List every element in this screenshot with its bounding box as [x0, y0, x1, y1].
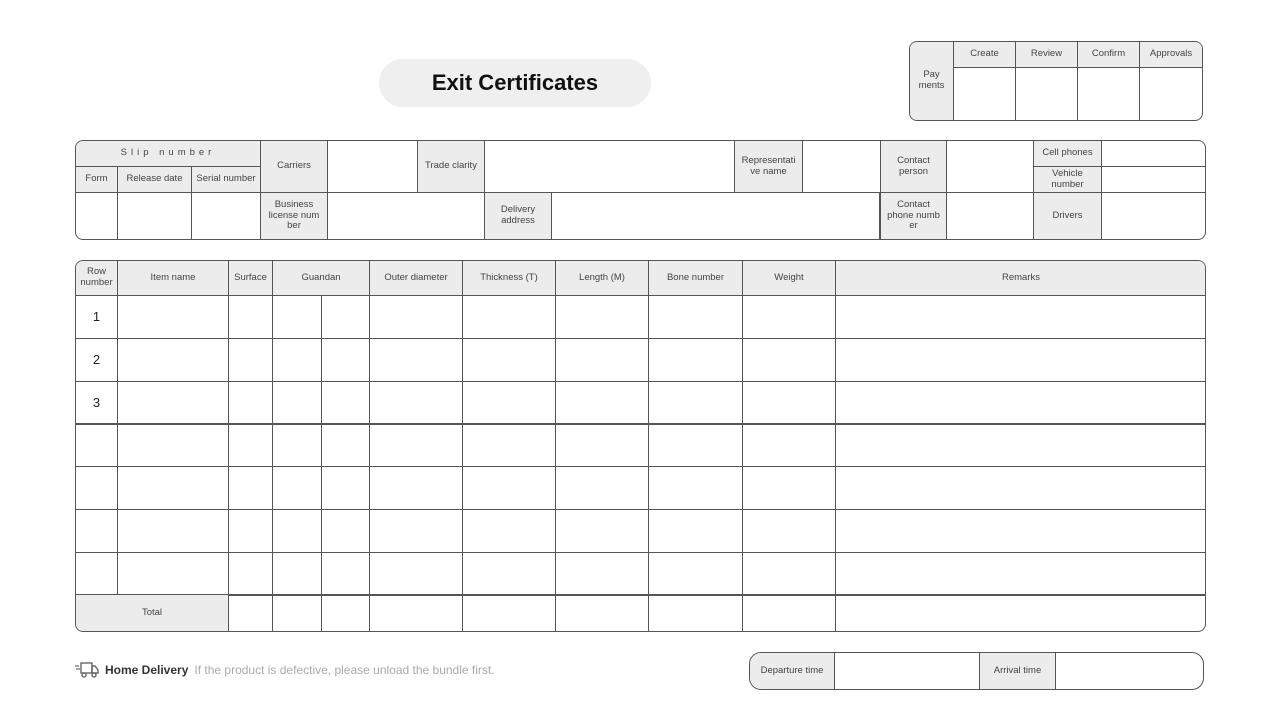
length-cell[interactable] [555, 466, 649, 510]
item-name-cell[interactable] [117, 338, 229, 382]
thickness-cell[interactable] [462, 466, 556, 510]
thickness-cell[interactable] [462, 338, 556, 382]
row-number-cell [75, 466, 118, 510]
remarks-cell[interactable] [835, 423, 1206, 467]
outer-diameter-cell[interactable] [369, 509, 463, 553]
row-number-cell [75, 509, 118, 553]
total-thickness-cell[interactable] [462, 594, 556, 632]
approval-review-header: Review [1015, 41, 1078, 68]
total-label: Total [75, 594, 229, 632]
thickness-cell[interactable] [462, 381, 556, 425]
total-guandan-cell-b[interactable] [321, 594, 370, 632]
vehicle-number-label: Vehicle number [1033, 166, 1102, 193]
remarks-cell[interactable] [835, 466, 1206, 510]
total-bone-number-cell[interactable] [648, 594, 743, 632]
outer-diameter-header: Outer diameter [369, 260, 463, 296]
payments-label: Pay ments [909, 41, 954, 121]
approval-confirm-header: Confirm [1077, 41, 1140, 68]
contact-person-label: Contact person [880, 140, 947, 193]
thickness-cell[interactable] [462, 509, 556, 553]
items-table [75, 260, 1206, 632]
total-length-cell[interactable] [555, 594, 649, 632]
contact-person-field[interactable] [946, 140, 1034, 193]
total-surface-cell[interactable] [228, 594, 273, 632]
item-name-cell[interactable] [117, 552, 229, 596]
guandan-cell-a[interactable] [272, 381, 322, 425]
weight-cell[interactable] [742, 552, 836, 596]
row-number-cell [75, 423, 118, 467]
remarks-cell[interactable] [835, 552, 1206, 596]
bone-number-cell[interactable] [648, 509, 743, 553]
time-block [749, 652, 1204, 690]
approval-review-field[interactable] [1015, 67, 1078, 121]
outer-diameter-cell[interactable] [369, 381, 463, 425]
header-info-block [75, 140, 1206, 240]
guandan-cell-a[interactable] [272, 423, 322, 467]
length-cell[interactable] [555, 509, 649, 553]
guandan-cell-a[interactable] [272, 295, 322, 339]
total-remarks-cell[interactable] [835, 594, 1206, 632]
approval-block [909, 41, 1203, 121]
business-license-number-label: Business license num ber [260, 192, 328, 240]
item-name-header: Item name [117, 260, 229, 296]
delivery-address-label: Delivery address [484, 192, 552, 240]
slip-number-label: Slip number [75, 140, 261, 167]
surface-cell[interactable] [228, 338, 273, 382]
business-license-number-field[interactable] [327, 192, 485, 240]
thickness-cell[interactable] [462, 552, 556, 596]
representative-name-label: Representati ve name [734, 140, 803, 193]
form-field[interactable] [75, 192, 118, 240]
total-outer-diameter-cell[interactable] [369, 594, 463, 632]
delivery-note: If the product is defective, please unload the bundle first. [194, 663, 495, 677]
outer-diameter-cell[interactable] [369, 552, 463, 596]
row-number-cell: 2 [75, 338, 118, 382]
serial-number-label: Serial number [191, 166, 261, 193]
trade-clarity-field[interactable] [484, 140, 735, 193]
approval-create-header: Create [953, 41, 1016, 68]
outer-diameter-cell[interactable] [369, 423, 463, 467]
total-guandan-cell-a[interactable] [272, 594, 322, 632]
weight-cell[interactable] [742, 295, 836, 339]
cell-phones-label: Cell phones [1033, 140, 1102, 167]
bone-number-cell[interactable] [648, 466, 743, 510]
approval-create-field[interactable] [953, 67, 1016, 121]
delivery-truck-icon [75, 661, 99, 679]
departure-time-field[interactable] [834, 652, 980, 690]
row-number-header: Row number [75, 260, 118, 296]
weight-cell[interactable] [742, 509, 836, 553]
surface-cell[interactable] [228, 295, 273, 339]
representative-name-field[interactable] [802, 140, 881, 193]
drivers-field[interactable] [1101, 192, 1206, 240]
length-header: Length (M) [555, 260, 649, 296]
surface-cell[interactable] [228, 381, 273, 425]
weight-cell[interactable] [742, 381, 836, 425]
thickness-header: Thickness (T) [462, 260, 556, 296]
row-number-cell [75, 552, 118, 596]
guandan-cell-b[interactable] [321, 423, 370, 467]
item-name-cell[interactable] [117, 466, 229, 510]
item-name-cell[interactable] [117, 381, 229, 425]
remarks-cell[interactable] [835, 381, 1206, 425]
surface-header: Surface [228, 260, 273, 296]
surface-cell[interactable] [228, 552, 273, 596]
bone-number-cell[interactable] [648, 423, 743, 467]
guandan-cell-b[interactable] [321, 509, 370, 553]
guandan-cell-b[interactable] [321, 338, 370, 382]
weight-cell[interactable] [742, 338, 836, 382]
remarks-cell[interactable] [835, 509, 1206, 553]
bone-number-cell[interactable] [648, 552, 743, 596]
approval-confirm-field[interactable] [1077, 67, 1140, 121]
guandan-cell-b[interactable] [321, 381, 370, 425]
item-name-cell[interactable] [117, 509, 229, 553]
surface-cell[interactable] [228, 509, 273, 553]
length-cell[interactable] [555, 295, 649, 339]
form-label: Form [75, 166, 118, 193]
outer-diameter-cell[interactable] [369, 338, 463, 382]
guandan-cell-a[interactable] [272, 466, 322, 510]
total-weight-cell[interactable] [742, 594, 836, 632]
weight-header: Weight [742, 260, 836, 296]
carriers-label: Carriers [260, 140, 328, 193]
delivery-label: Home Delivery [105, 663, 189, 677]
drivers-label: Drivers [1033, 192, 1102, 240]
length-cell[interactable] [555, 338, 649, 382]
approval-approvals-header: Approvals [1139, 41, 1203, 68]
item-name-cell[interactable] [117, 423, 229, 467]
guandan-cell-a[interactable] [272, 509, 322, 553]
bone-number-header: Bone number [648, 260, 743, 296]
release-date-label: Release date [117, 166, 192, 193]
surface-cell[interactable] [228, 423, 273, 467]
arrival-time-field[interactable] [1055, 652, 1204, 690]
outer-diameter-cell[interactable] [369, 295, 463, 339]
guandan-cell-b[interactable] [321, 552, 370, 596]
approval-approvals-field[interactable] [1139, 67, 1203, 121]
arrival-time-label: Arrival time [979, 652, 1056, 690]
serial-number-field[interactable] [191, 192, 261, 240]
outer-diameter-cell[interactable] [369, 466, 463, 510]
guandan-header: Guandan [272, 260, 370, 296]
surface-cell[interactable] [228, 466, 273, 510]
page-title: Exit Certificates [379, 59, 651, 107]
thickness-cell[interactable] [462, 423, 556, 467]
vehicle-number-field[interactable] [1101, 166, 1206, 193]
row-number-cell: 3 [75, 381, 118, 425]
length-cell[interactable] [555, 423, 649, 467]
guandan-cell-b[interactable] [321, 295, 370, 339]
trade-clarity-label: Trade clarity [417, 140, 485, 193]
guandan-cell-a[interactable] [272, 338, 322, 382]
footer-note [75, 660, 495, 680]
weight-cell[interactable] [742, 466, 836, 510]
row-number-cell: 1 [75, 295, 118, 339]
release-date-field[interactable] [117, 192, 192, 240]
remarks-cell[interactable] [835, 338, 1206, 382]
contact-phone-number-label: Contact phone numb er [880, 192, 947, 240]
remarks-cell[interactable] [835, 295, 1206, 339]
carriers-field[interactable] [327, 140, 418, 193]
contact-phone-number-field[interactable] [946, 192, 1034, 240]
delivery-address-field[interactable] [551, 192, 880, 240]
bone-number-cell[interactable] [648, 338, 743, 382]
cell-phones-field[interactable] [1101, 140, 1206, 167]
item-name-cell[interactable] [117, 295, 229, 339]
length-cell[interactable] [555, 381, 649, 425]
guandan-cell-a[interactable] [272, 552, 322, 596]
thickness-cell[interactable] [462, 295, 556, 339]
length-cell[interactable] [555, 552, 649, 596]
bone-number-cell[interactable] [648, 295, 743, 339]
weight-cell[interactable] [742, 423, 836, 467]
guandan-cell-b[interactable] [321, 466, 370, 510]
departure-time-label: Departure time [749, 652, 835, 690]
remarks-header: Remarks [835, 260, 1206, 296]
bone-number-cell[interactable] [648, 381, 743, 425]
